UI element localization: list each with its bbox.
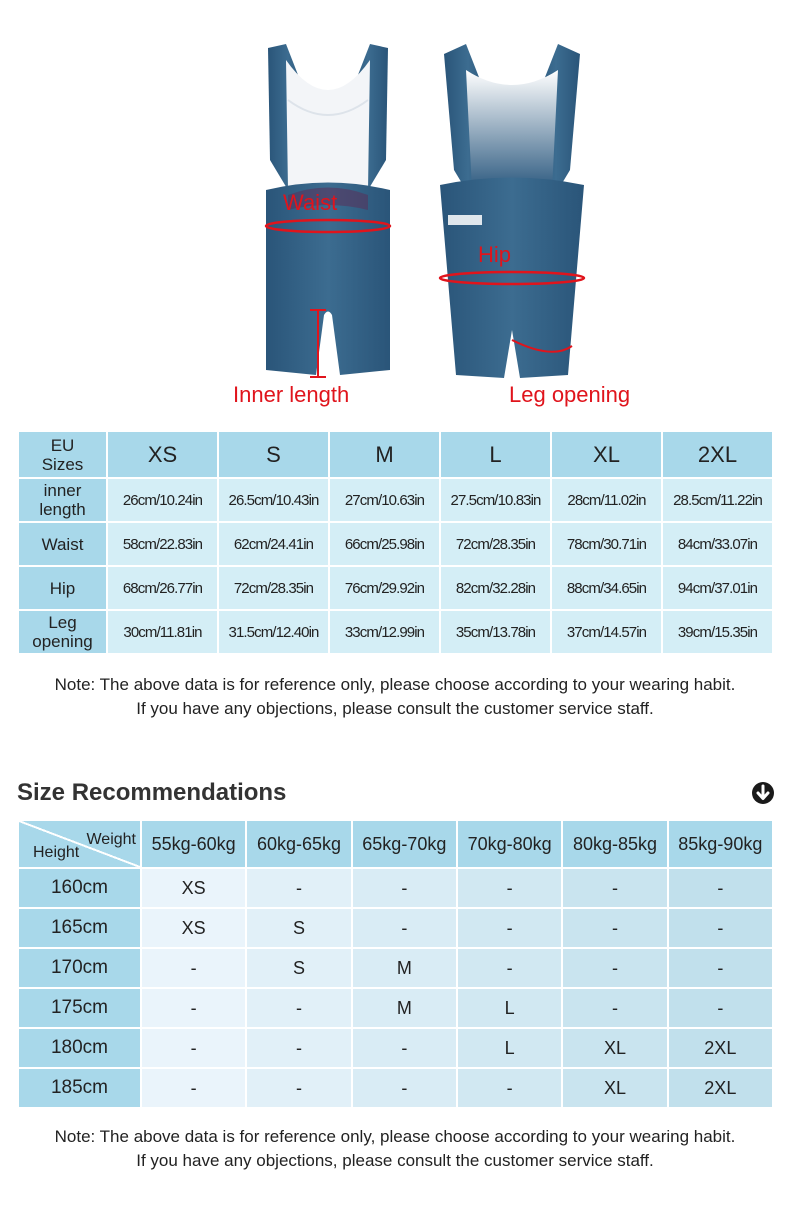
table-cell: - bbox=[562, 988, 667, 1028]
table-cell: 30cm/11.81in bbox=[107, 610, 218, 654]
eu-sizes-header-line1: EU bbox=[50, 435, 75, 455]
inner-length-label: Inner length bbox=[233, 382, 350, 407]
table-row bbox=[18, 1068, 773, 1108]
weight-header: 85kg-90kg bbox=[668, 820, 773, 868]
table-cell: M bbox=[352, 988, 457, 1028]
recommendation-note bbox=[0, 1125, 790, 1173]
size-header-xl: XL bbox=[551, 431, 662, 478]
table-cell: - bbox=[141, 1068, 246, 1108]
table-row bbox=[18, 566, 773, 610]
table-cell: 62cm/24.41in bbox=[218, 522, 329, 566]
table-row bbox=[18, 478, 773, 522]
row-header-line2: length bbox=[39, 500, 86, 519]
brand-logo bbox=[448, 215, 482, 225]
eu-sizes-header bbox=[18, 431, 107, 478]
table-cell: - bbox=[352, 908, 457, 948]
hip-label: Hip bbox=[478, 242, 512, 267]
waist-label: Waist bbox=[283, 190, 338, 215]
table-cell: 31.5cm/12.40in bbox=[218, 610, 329, 654]
table-cell: - bbox=[246, 1068, 351, 1108]
size-header-s: S bbox=[218, 431, 329, 478]
table-cell: 27.5cm/10.83in bbox=[440, 478, 551, 522]
height-header: 185cm bbox=[18, 1068, 141, 1108]
table-cell: 27cm/10.63in bbox=[329, 478, 440, 522]
row-header-waist bbox=[18, 522, 107, 566]
size-chart-note bbox=[0, 673, 790, 721]
table-cell: 78cm/30.71in bbox=[551, 522, 662, 566]
size-header-xs: XS bbox=[107, 431, 218, 478]
size-recommendation-table bbox=[17, 819, 774, 1109]
row-header-line1: Waist bbox=[41, 534, 84, 554]
weight-axis-label: Weight bbox=[86, 831, 136, 848]
size-recommendations-title: Size Recommendations bbox=[17, 779, 287, 806]
table-cell: 33cm/12.99in bbox=[329, 610, 440, 654]
circle-arrow-down-icon[interactable] bbox=[752, 782, 774, 804]
table-cell: - bbox=[352, 868, 457, 908]
table-row bbox=[18, 948, 773, 988]
weight-header: 80kg-85kg bbox=[562, 820, 667, 868]
table-cell: 84cm/33.07in bbox=[662, 522, 773, 566]
table-cell: 88cm/34.65in bbox=[551, 566, 662, 610]
size-header-l: L bbox=[440, 431, 551, 478]
height-header: 165cm bbox=[18, 908, 141, 948]
weight-height-corner-header bbox=[18, 820, 141, 868]
table-cell: 35cm/13.78in bbox=[440, 610, 551, 654]
table-cell: 68cm/26.77in bbox=[107, 566, 218, 610]
table-cell: - bbox=[246, 868, 351, 908]
size-chart-table bbox=[17, 430, 774, 655]
table-cell: 76cm/29.92in bbox=[329, 566, 440, 610]
table-row bbox=[18, 868, 773, 908]
table-cell: - bbox=[457, 908, 562, 948]
height-header: 175cm bbox=[18, 988, 141, 1028]
weight-header: 60kg-65kg bbox=[246, 820, 351, 868]
height-header: 170cm bbox=[18, 948, 141, 988]
table-cell: - bbox=[457, 948, 562, 988]
table-cell: 26.5cm/10.43in bbox=[218, 478, 329, 522]
note-line1: Note: The above data is for reference only, please choose according to your wearing habit. bbox=[54, 1127, 736, 1146]
table-cell: - bbox=[246, 1028, 351, 1068]
note-line1: Note: The above data is for reference only, please choose according to your wearing habit. bbox=[54, 675, 736, 694]
row-header-line1: Leg bbox=[48, 613, 77, 632]
table-cell: 28cm/11.02in bbox=[551, 478, 662, 522]
table-cell: S bbox=[246, 948, 351, 988]
table-cell: - bbox=[246, 988, 351, 1028]
table-cell: - bbox=[562, 908, 667, 948]
table-cell: L bbox=[457, 1028, 562, 1068]
table-row bbox=[18, 610, 773, 654]
weight-header: 65kg-70kg bbox=[352, 820, 457, 868]
note-line2: If you have any objections, please consult the customer service staff. bbox=[136, 1151, 654, 1170]
row-header-line1: Hip bbox=[49, 578, 76, 598]
table-cell: 72cm/28.35in bbox=[218, 566, 329, 610]
height-header: 160cm bbox=[18, 868, 141, 908]
table-cell: - bbox=[141, 948, 246, 988]
note-line2: If you have any objections, please consult the customer service staff. bbox=[136, 699, 654, 718]
table-cell: - bbox=[562, 948, 667, 988]
table-cell: - bbox=[141, 1028, 246, 1068]
eu-sizes-header-line2: Sizes bbox=[41, 454, 84, 474]
height-axis-label: Height bbox=[33, 844, 80, 861]
table-cell: S bbox=[246, 908, 351, 948]
table-cell: XL bbox=[562, 1068, 667, 1108]
row-header-inner-length bbox=[18, 478, 107, 522]
table-cell: - bbox=[457, 1068, 562, 1108]
size-header-2xl: 2XL bbox=[662, 431, 773, 478]
row-header-hip bbox=[18, 566, 107, 610]
table-cell: XS bbox=[141, 868, 246, 908]
weight-header: 55kg-60kg bbox=[141, 820, 246, 868]
table-cell: 2XL bbox=[668, 1068, 773, 1108]
table-cell: 26cm/10.24in bbox=[107, 478, 218, 522]
table-cell: - bbox=[668, 868, 773, 908]
table-cell: 58cm/22.83in bbox=[107, 522, 218, 566]
table-cell: 37cm/14.57in bbox=[551, 610, 662, 654]
table-cell: - bbox=[668, 948, 773, 988]
table-cell: - bbox=[668, 988, 773, 1028]
table-cell: - bbox=[562, 868, 667, 908]
table-cell: M bbox=[352, 948, 457, 988]
table-row bbox=[18, 1028, 773, 1068]
row-header-leg-opening bbox=[18, 610, 107, 654]
leg-opening-label: Leg opening bbox=[509, 382, 631, 407]
table-cell: - bbox=[668, 908, 773, 948]
size-chart-header-row bbox=[18, 431, 773, 478]
table-cell: - bbox=[352, 1028, 457, 1068]
table-row bbox=[18, 522, 773, 566]
table-row bbox=[18, 988, 773, 1028]
table-cell: XS bbox=[141, 908, 246, 948]
bib-shorts-back-drawing bbox=[432, 40, 592, 380]
row-header-line1: inner bbox=[43, 481, 82, 500]
recommendation-header-row bbox=[18, 820, 773, 868]
table-cell: 39cm/15.35in bbox=[662, 610, 773, 654]
table-row bbox=[18, 908, 773, 948]
table-cell: 2XL bbox=[668, 1028, 773, 1068]
table-cell: 94cm/37.01in bbox=[662, 566, 773, 610]
table-cell: 72cm/28.35in bbox=[440, 522, 551, 566]
size-header-m: M bbox=[329, 431, 440, 478]
table-cell: 28.5cm/11.22in bbox=[662, 478, 773, 522]
table-cell: 66cm/25.98in bbox=[329, 522, 440, 566]
weight-header: 70kg-80kg bbox=[457, 820, 562, 868]
table-cell: - bbox=[457, 868, 562, 908]
row-header-line2: opening bbox=[32, 632, 93, 651]
table-cell: - bbox=[352, 1068, 457, 1108]
table-cell: 82cm/32.28in bbox=[440, 566, 551, 610]
table-cell: L bbox=[457, 988, 562, 1028]
table-cell: - bbox=[141, 988, 246, 1028]
table-cell: XL bbox=[562, 1028, 667, 1068]
height-header: 180cm bbox=[18, 1028, 141, 1068]
bib-shorts-back-image bbox=[432, 40, 592, 380]
